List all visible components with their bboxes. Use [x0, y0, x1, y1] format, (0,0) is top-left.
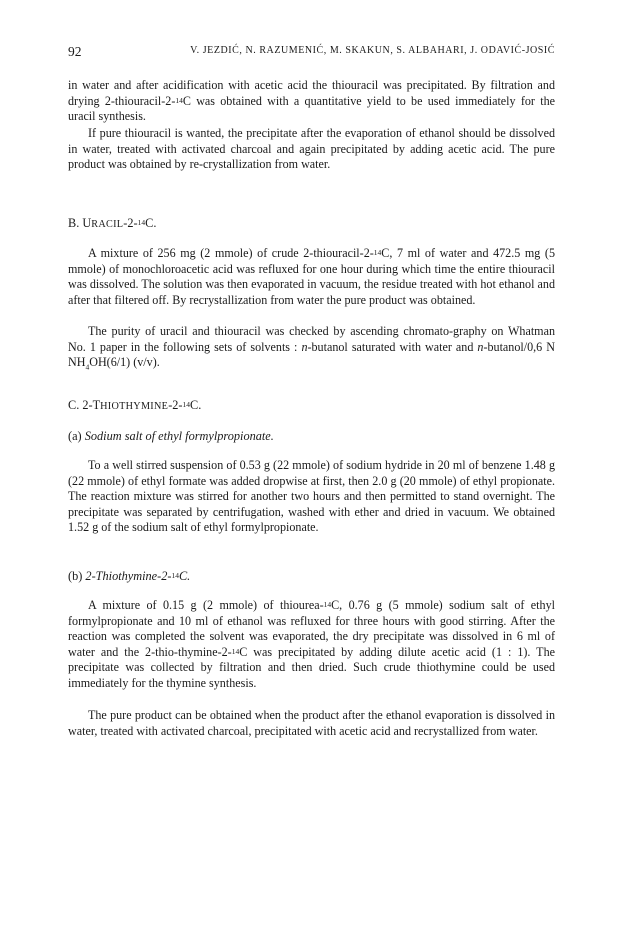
paragraph-4: The purity of uracil and thiouracil was checked by ascending chromato-graphy on Whatman No. 1 paper in the following sets of solvents : n-butanol saturated with water and n-butanol/0,6 N $NH_4OH(6/1)$ (v/v).	[68, 324, 555, 372]
section-heading-b: B. URACIL-2-$^{14}$C.	[68, 216, 157, 230]
running-header	[68, 44, 555, 60]
paragraph-6: A mixture of 0.15 g (2 mmole) of thiourea-$^{14}$C, 0.76 g (5 mmole) sodium salt of ethyl formylpropionate and 10 ml of ethanol was refluxed for three hours with good stirring. After the reaction was completed the solvent was evaporated, the dry precipitate was dissolved in 6 ml of water and the 2-thio-thymine-2-$^{14}$C was precipitated by adding dilute acetic acid (1 : 1). The precipitate was collected by filtration and then dried. Such crude thiothymine could be used immediately for the thymine synthesis.	[68, 598, 555, 690]
paragraph-1: in water and after acidification with acetic acid the thiouracil was precipitated. By filtration and drying 2-thiouracil-2-$^{14}$C was obtained with a quantitative yield to be used immediately for the uracil synthesis.	[68, 78, 555, 123]
paragraph-2: If pure thiouracil is wanted, the precipitate after the evaporation of ethanol should be dissolved in water, treated with activated charcoal and again precipitated by adding acetic acid. The pure product was obtained by re-crystallization from water.	[68, 126, 555, 171]
subsection-heading-b: (b) 2-Thiothymine-2-$^{14}$C.	[68, 569, 191, 583]
paragraph-7: The pure product can be obtained when the product after the ethanol evaporation is dissolved in water, treated with activated charcoal, precipitated with acetic acid and recrystallized from water.	[68, 708, 555, 738]
running-header-authors: V. JEZDIĆ, N. RAZUMENIĆ, M. SKAKUN, S. ALBAHARI, J. ODAVIĆ-JOSIĆ	[190, 45, 555, 56]
paragraph-3: A mixture of 256 mg (2 mmole) of crude 2-thiouracil-2-$^{14}$C, 7 ml of water and 472.5 mg (5 mmole) of monochloroacetic acid was refluxed for one hour during which time the entire thiouracil was dissolved. The solution was then evaporated in vacuum, the residue treated with hot ethanol and after that filtered off. By recrystallization from water the pure product was obtained.	[68, 246, 555, 307]
page-number: 92	[68, 44, 82, 59]
subsection-heading-a: (a) Sodium salt of ethyl formylpropionate.	[68, 429, 274, 443]
paragraph-5: To a well stirred suspension of 0.53 g (22 mmole) of sodium hydride in 20 ml of benzene 1.48 g (22 mmole) of ethyl formate was added dropwise at first, then 2.0 g (20 mmole) of ethyl propionate. The reaction mixture was stirred for another two hours and then permitted to stand overnight. The precipitate was separated by centrifugation, washed with ether and dried in vacuum. We obtained 1.52 g of the sodium salt of ethyl formylpropionate.	[68, 458, 555, 534]
section-heading-c: C. 2-THIOTHYMINE-2-$^{14}$C.	[68, 398, 202, 412]
